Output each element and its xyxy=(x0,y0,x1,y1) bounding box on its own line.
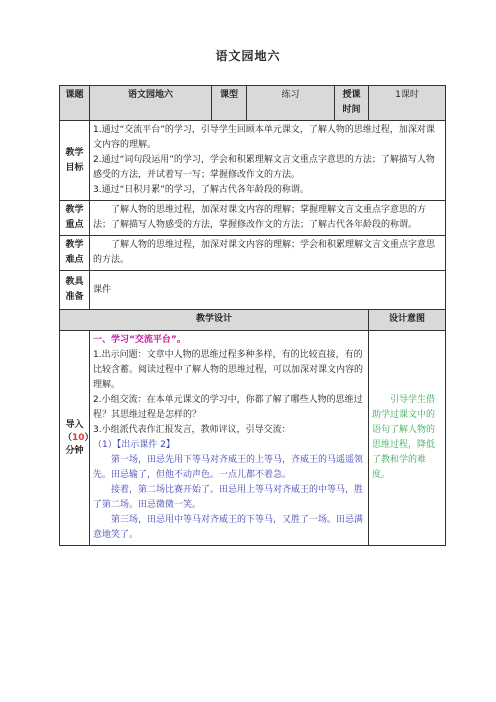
goals-content xyxy=(90,121,446,201)
type-value: 练习 xyxy=(247,86,335,121)
difficulties-label: 教学 难点 xyxy=(60,236,90,271)
goals-label: 教学 目标 xyxy=(60,121,90,201)
course-value: 语文园地六 xyxy=(90,86,212,121)
intro-stage-label: 导入 （10） 分钟 xyxy=(60,331,90,546)
goals-row xyxy=(60,121,446,201)
intro-row xyxy=(60,331,446,546)
difficulties-row xyxy=(60,236,446,271)
design-col-intent: 设计意图 xyxy=(369,310,446,331)
page-title: 语文园地六 xyxy=(215,49,281,63)
intro-heading: 一、学习“交流平台”。 xyxy=(93,335,186,345)
tools-label: 教具 准备 xyxy=(60,271,90,310)
goal-item: 3.通过“日积月累”的学习，了解古代各年龄段的称谓。 xyxy=(93,185,309,195)
time-value: 1课时 xyxy=(369,86,446,121)
goal-item: 2.通过“词句段运用”的学习，学会和积累理解文言文重点字意思的方法；了解描写人物感受的方法，并试着写一写；掌握修改作文的方法。 xyxy=(93,155,435,180)
time-label: 授课 时间 xyxy=(335,86,369,121)
keypoints-label: 教学 重点 xyxy=(60,201,90,236)
intro-intent: 引导学生借助学过课文中的语句了解人物的思维过程，降低了教和学的难度。 xyxy=(369,331,446,546)
intro-minutes: 10 xyxy=(72,432,85,443)
difficulties-content: 了解人物的思维过程，加深对课文内容的理解；学会和积累理解文言文重点字意思的方法。 xyxy=(90,236,446,271)
course-label: 课题 xyxy=(60,86,90,121)
header-row xyxy=(60,86,446,121)
tools-content: 课件 xyxy=(90,271,446,310)
goal-item: 1.通过“交流平台”的学习，引导学生回顾本单元课文，了解人物的思维过程，加深对课文内容的理解。 xyxy=(93,125,435,150)
tools-row xyxy=(60,271,446,310)
intro-content: 一、学习“交流平台”。 1.出示问题：文章中人物的思维过程多种多样，有的比较直接，有的比较含蓄。阅读过程中了解人物的思维过程，可以加深对课文内容的理解。 2.小组交流：在本单元课文的学习中，你都了解了哪些人物的思维过程？其思维过程是怎样的？ 3.小组派代表作汇报发言，教师评议，引导交流： （1）【出示课件 2】 第一场，田忌先用下等马对齐威王的上等马，齐威王的马遥遥领先。田忌输了，但他不动声色。一点儿都不着急。 接着，第二场比赛开始了。田忌用上等马对齐威王的中等马，胜了第二场。田忌微微一笑。 第三场，田忌用中等马对齐威王的下等马，又胜了一场。田忌满意地笑了。 xyxy=(90,331,369,546)
design-col-teaching: 教学设计 xyxy=(60,310,369,331)
keypoints-row xyxy=(60,201,446,236)
keypoints-content: 了解人物的思维过程，加深对课文内容的理解；掌握理解文言文重点字意思的方法；了解描写人物感受的方法，掌握修改作文的方法；了解古代各年龄段的称谓。 xyxy=(90,201,446,236)
design-header-row xyxy=(60,310,446,331)
type-label: 课型 xyxy=(212,86,247,121)
lesson-plan-table xyxy=(59,85,446,546)
